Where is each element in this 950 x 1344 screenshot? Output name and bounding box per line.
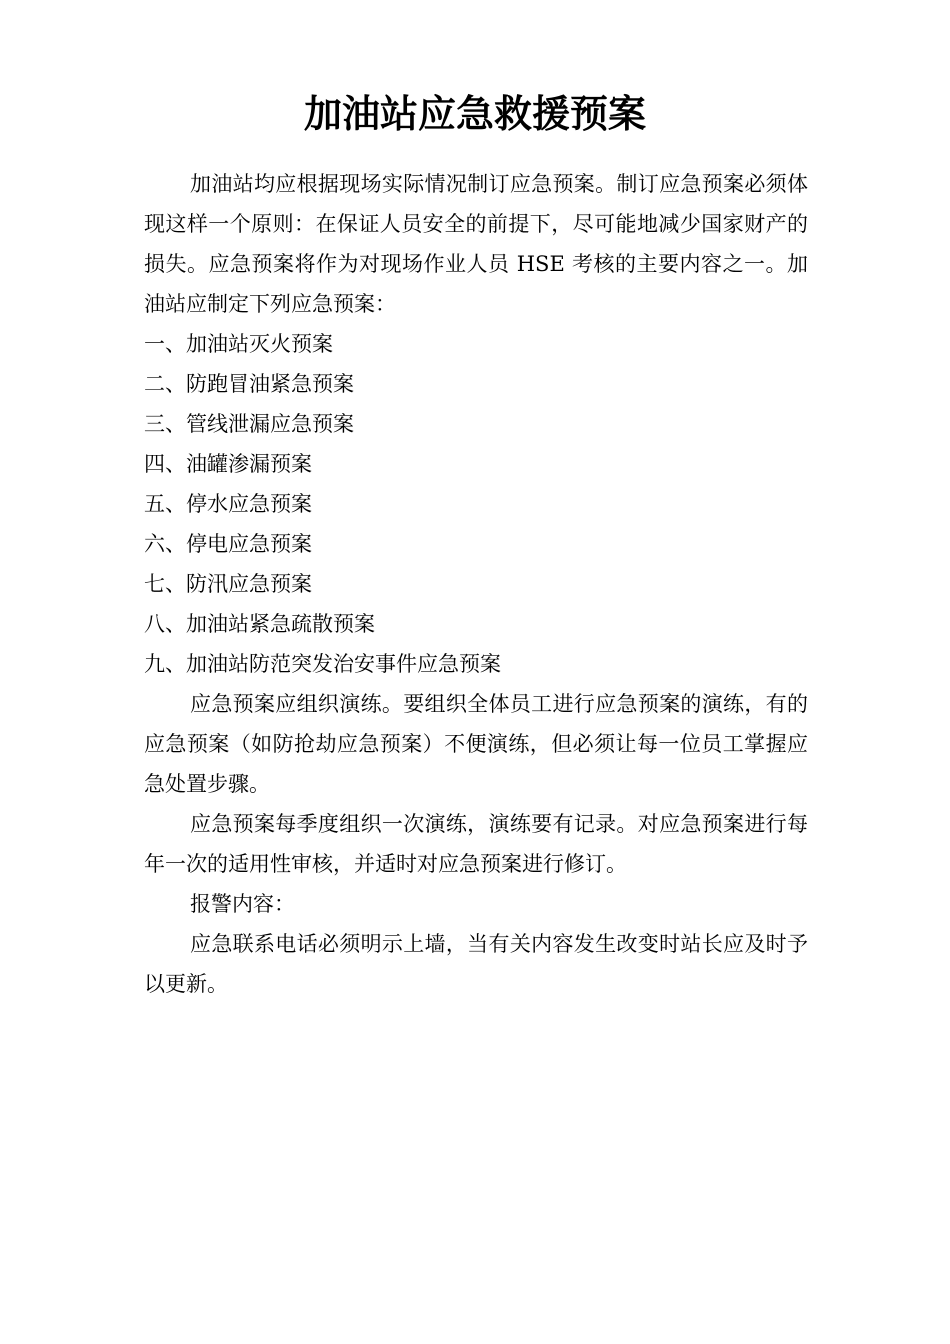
plan-item: 七、防汛应急预案 xyxy=(144,572,312,596)
intro-paragraph: 加油站均应根据现场实际情况制订应急预案。制订应急预案必须体现这样一个原则：在保证人员安全的前提下，尽可能地减少国家财产的损失。应急预案将作为对现场作业人员 HSE 考核的主要内容之一。加油站应制定下列应急预案： xyxy=(144,172,808,316)
drill-paragraph: 应急预案应组织演练。要组织全体员工进行应急预案的演练，有的应急预案（如防抢劫应急预案）不便演练，但必须让每一位员工掌握应急处置步骤。 xyxy=(144,692,808,796)
plan-item: 八、加油站紧急疏散预案 xyxy=(144,612,375,636)
plan-item: 六、停电应急预案 xyxy=(144,532,312,556)
plan-list xyxy=(144,324,808,684)
alarm-heading: 报警内容： xyxy=(190,892,295,916)
plan-item: 五、停水应急预案 xyxy=(144,492,312,516)
document-title: 加油站应急救援预案 xyxy=(303,92,646,136)
alarm-paragraph: 应急联系电话必须明示上墙，当有关内容发生改变时站长应及时予以更新。 xyxy=(144,932,808,996)
plan-item: 一、加油站灭火预案 xyxy=(144,332,333,356)
review-paragraph: 应急预案每季度组织一次演练，演练要有记录。对应急预案进行每年一次的适用性审核，并适时对应急预案进行修订。 xyxy=(144,812,808,876)
plan-item: 九、加油站防范突发治安事件应急预案 xyxy=(144,652,501,676)
document-body xyxy=(144,164,808,1004)
plan-item: 四、油罐渗漏预案 xyxy=(144,452,312,476)
plan-item: 二、防跑冒油紧急预案 xyxy=(144,372,354,396)
plan-item: 三、管线泄漏应急预案 xyxy=(144,412,354,436)
